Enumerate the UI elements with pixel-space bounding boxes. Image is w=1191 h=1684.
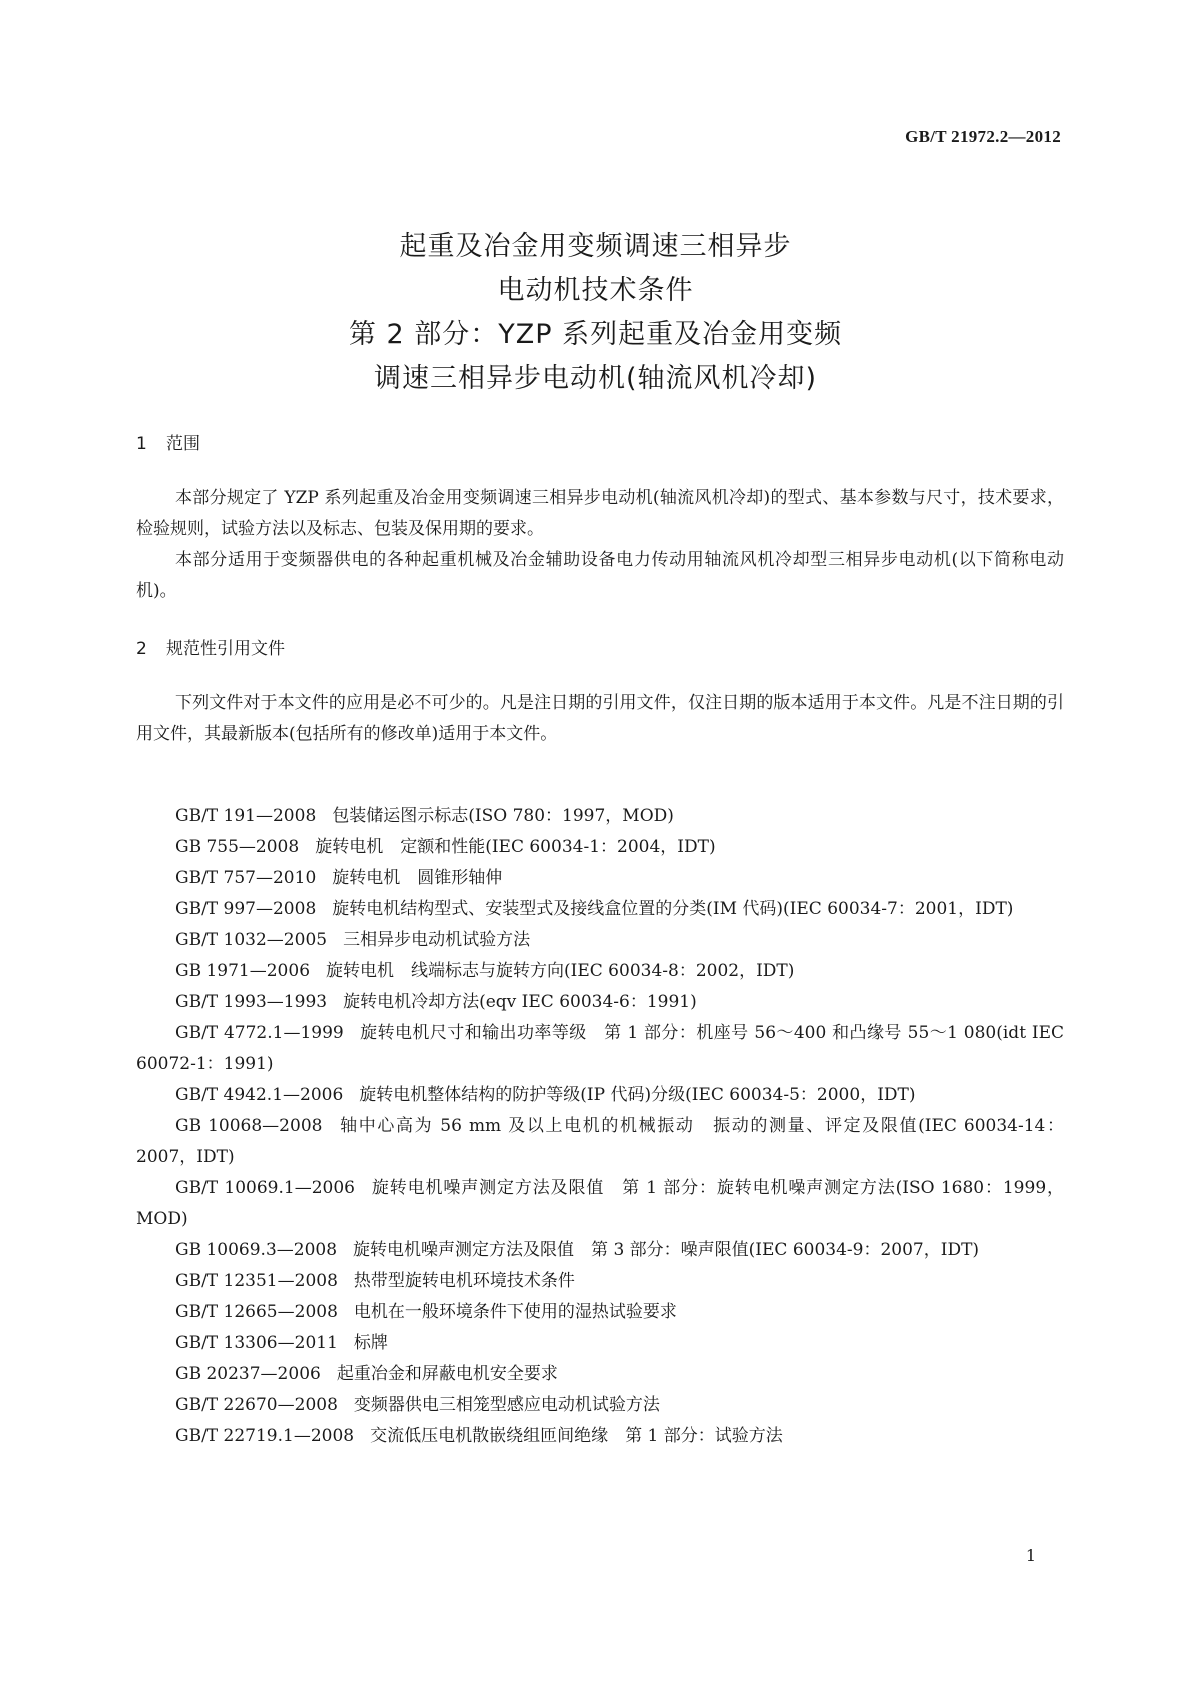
references-intro: 下列文件对于本文件的应用是必不可少的。凡是注日期的引用文件，仅注日期的版本适用于本文件。凡是不注日期的引用文件，其最新版本(包括所有的修改单)适用于本文件。 bbox=[136, 693, 1064, 744]
reference-title: 电机在一般环境条件下使用的湿热试验要求 bbox=[353, 1302, 677, 1322]
reference-item bbox=[136, 1266, 1064, 1297]
section-title: 范围 bbox=[166, 434, 200, 454]
standard-code: GB/T 21972.2—2012 bbox=[905, 127, 1061, 146]
reference-item bbox=[136, 863, 1064, 894]
reference-item bbox=[136, 1080, 1064, 1111]
title-line-2: 电动机技术条件 bbox=[497, 275, 694, 306]
reference-item bbox=[136, 1111, 1064, 1173]
reference-title: 旋转电机 定额和性能(IEC 60034-1：2004，IDT) bbox=[315, 837, 716, 857]
reference-code: GB/T 191—2008 bbox=[175, 806, 317, 826]
reference-code: GB/T 22719.1—2008 bbox=[175, 1426, 355, 1446]
document-title bbox=[0, 225, 1191, 401]
reference-title: 旋转电机冷却方法(eqv IEC 60034-6：1991) bbox=[343, 992, 697, 1012]
reference-code: GB/T 12351—2008 bbox=[175, 1271, 338, 1291]
reference-item bbox=[136, 801, 1064, 832]
scope-paragraph-1: 本部分规定了 YZP 系列起重及冶金用变频调速三相异步电动机(轴流风机冷却)的型式、基本参数与尺寸，技术要求，检验规则，试验方法以及标志、包装及保用期的要求。 bbox=[136, 488, 1064, 539]
reference-item bbox=[136, 1421, 1064, 1452]
reference-code: GB 10068—2008 bbox=[175, 1116, 323, 1136]
reference-item bbox=[136, 1328, 1064, 1359]
reference-item bbox=[136, 1390, 1064, 1421]
section-number: 1 bbox=[136, 434, 147, 454]
page-number: 1 bbox=[1025, 1546, 1036, 1565]
reference-item bbox=[136, 1235, 1064, 1266]
reference-title: 交流低压电机散嵌绕组匝间绝缘 第 1 部分：试验方法 bbox=[370, 1426, 783, 1446]
reference-title: 包装储运图示标志(ISO 780：1997，MOD) bbox=[332, 806, 674, 826]
reference-list bbox=[136, 801, 1064, 1452]
reference-code: GB/T 1032—2005 bbox=[175, 930, 328, 950]
reference-title: 旋转电机结构型式、安装型式及接线盒位置的分类(IM 代码)(IEC 60034-7：2001，IDT) bbox=[332, 899, 1014, 919]
section-heading-scope bbox=[136, 429, 200, 454]
reference-code: GB/T 13306—2011 bbox=[175, 1333, 338, 1353]
reference-title: 旋转电机整体结构的防护等级(IP 代码)分级(IEC 60034-5：2000，IDT) bbox=[359, 1085, 916, 1105]
reference-code: GB/T 757—2010 bbox=[175, 868, 317, 888]
reference-title: 起重冶金和屏蔽电机安全要求 bbox=[336, 1364, 558, 1384]
reference-code: GB/T 4942.1—2006 bbox=[175, 1085, 344, 1105]
reference-title: 标牌 bbox=[353, 1333, 388, 1353]
section-title: 规范性引用文件 bbox=[166, 639, 285, 659]
reference-title: 旋转电机 线端标志与旋转方向(IEC 60034-8：2002，IDT) bbox=[326, 961, 795, 981]
reference-item bbox=[136, 832, 1064, 863]
reference-title: 三相异步电动机试验方法 bbox=[343, 930, 531, 950]
reference-item bbox=[136, 894, 1064, 925]
reference-item bbox=[136, 987, 1064, 1018]
reference-code: GB/T 22670—2008 bbox=[175, 1395, 338, 1415]
title-line-3: 第 2 部分：YZP 系列起重及冶金用变频 bbox=[348, 319, 843, 350]
reference-code: GB/T 12665—2008 bbox=[175, 1302, 338, 1322]
reference-item bbox=[136, 1018, 1064, 1080]
scope-paragraph-2: 本部分适用于变频器供电的各种起重机械及冶金辅助设备电力传动用轴流风机冷却型三相异步电动机(以下简称电动机)。 bbox=[136, 550, 1064, 601]
reference-title: 旋转电机噪声测定方法及限值 第 1 部分：旋转电机噪声测定方法(ISO 1680：1999，MOD) bbox=[136, 1178, 1065, 1229]
reference-title: 旋转电机尺寸和输出功率等级 第 1 部分：机座号 56～400 和凸缘号 55～1 080(idt IEC 60072-1：1991) bbox=[136, 1023, 1064, 1074]
reference-item bbox=[136, 956, 1064, 987]
reference-item bbox=[136, 1297, 1064, 1328]
reference-title: 轴中心高为 56 mm 及以上电机的机械振动 振动的测量、评定及限值(IEC 60034-14：2007，IDT) bbox=[136, 1116, 1064, 1167]
reference-code: GB 20237—2006 bbox=[175, 1364, 321, 1384]
reference-code: GB 755—2008 bbox=[175, 837, 300, 857]
reference-title: 旋转电机噪声测定方法及限值 第 3 部分：噪声限值(IEC 60034-9：2007，IDT) bbox=[353, 1240, 980, 1260]
reference-code: GB 10069.3—2008 bbox=[175, 1240, 338, 1260]
reference-title: 热带型旋转电机环境技术条件 bbox=[353, 1271, 575, 1291]
section-heading-normative-references bbox=[136, 634, 285, 659]
reference-item bbox=[136, 925, 1064, 956]
reference-title: 变频器供电三相笼型感应电动机试验方法 bbox=[353, 1395, 660, 1415]
reference-code: GB/T 1993—1993 bbox=[175, 992, 328, 1012]
reference-code: GB/T 10069.1—2006 bbox=[175, 1178, 355, 1198]
title-line-4: 调速三相异步电动机(轴流风机冷却) bbox=[373, 363, 818, 394]
title-line-1: 起重及冶金用变频调速三相异步 bbox=[399, 231, 792, 262]
reference-code: GB/T 4772.1—1999 bbox=[175, 1023, 344, 1043]
reference-title: 旋转电机 圆锥形轴伸 bbox=[332, 868, 503, 888]
reference-item bbox=[136, 1173, 1064, 1235]
section-number: 2 bbox=[136, 639, 147, 659]
reference-item bbox=[136, 1359, 1064, 1390]
reference-code: GB 1971—2006 bbox=[175, 961, 311, 981]
reference-code: GB/T 997—2008 bbox=[175, 899, 317, 919]
